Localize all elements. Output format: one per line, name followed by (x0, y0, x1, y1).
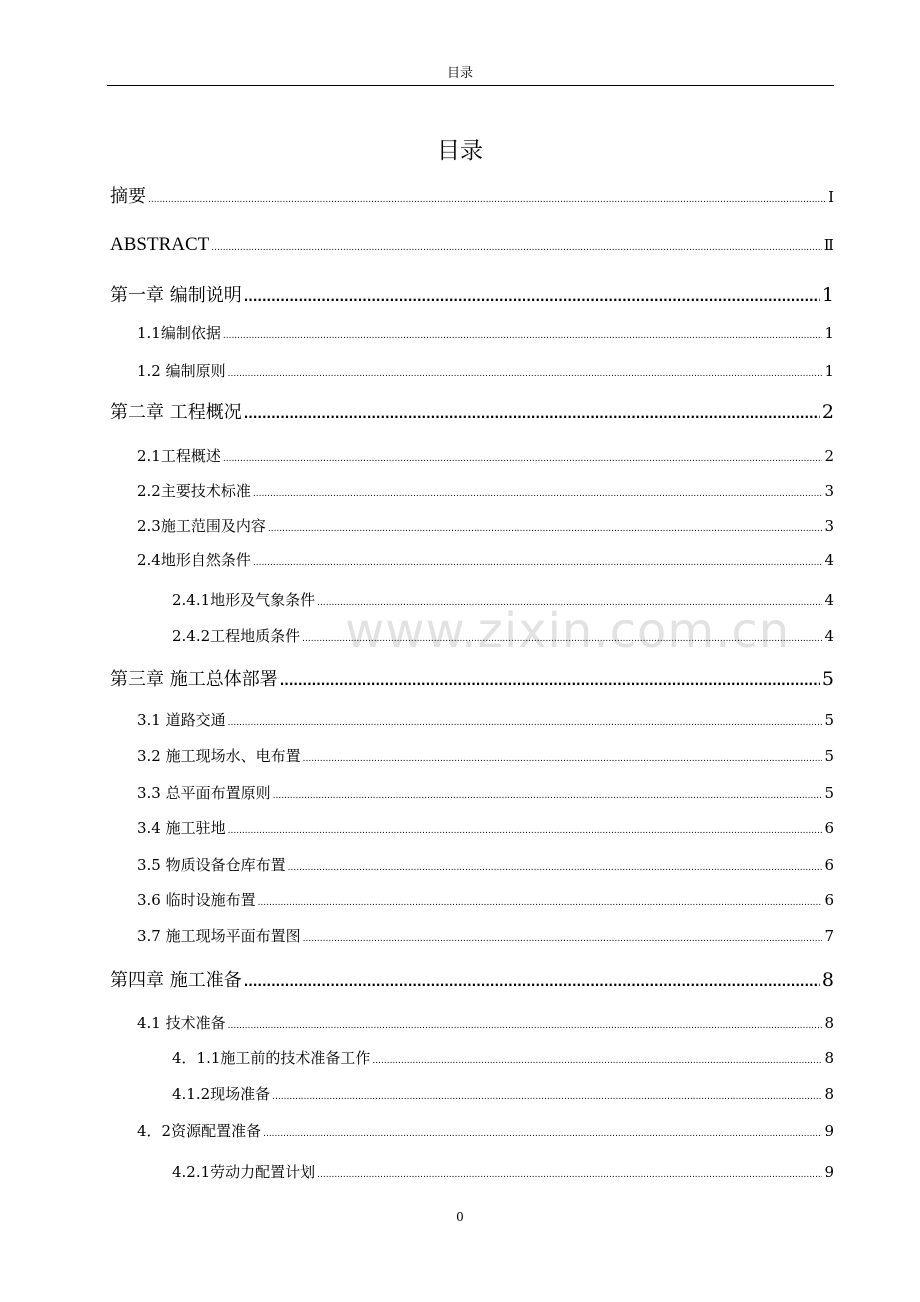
toc-entry-chapter-4[interactable] (110, 968, 834, 994)
toc-entry-label: 1.2 编制原则 (137, 362, 226, 380)
toc-leader (280, 669, 820, 693)
toc-entry-label: 4.1 技术准备 (137, 1014, 226, 1032)
toc-leader (148, 188, 826, 212)
toc-title: 目录 (437, 138, 483, 164)
toc-entry-subsection[interactable] (172, 1084, 834, 1107)
toc-leader (228, 364, 823, 384)
toc-leader (253, 484, 823, 504)
toc-entry-label: 2.4.1地形及气象条件 (172, 591, 316, 609)
toc-entry-section[interactable] (137, 926, 834, 949)
toc-leader (223, 326, 823, 346)
watermark: www.zixin.com.cn (345, 603, 791, 659)
toc-entry-page: 1 (821, 284, 834, 306)
toc-entry-page: 5 (824, 784, 834, 802)
header-rule (107, 85, 834, 86)
toc-entry-page: Ⅱ (823, 236, 834, 254)
toc-leader (272, 1087, 822, 1107)
toc-entry-label: 3.2 施工现场水、电布置 (137, 747, 301, 765)
toc-entry-label: 3.6 临时设施布置 (137, 891, 256, 909)
toc-entry-section[interactable] (137, 1013, 834, 1036)
toc-entry-page: 8 (821, 969, 834, 991)
toc-leader (273, 786, 823, 806)
toc-entry-label: 4．2资源配置准备 (137, 1122, 262, 1140)
toc-entry-page: 7 (824, 927, 834, 945)
toc-leader (244, 285, 820, 309)
toc-entry-page: 6 (824, 856, 834, 874)
toc-entry-label: 2.3施工范围及内容 (137, 517, 266, 535)
toc-entry-abstract-en[interactable] (110, 233, 834, 260)
toc-leader (223, 449, 823, 469)
toc-entry-abstract-cn[interactable] (110, 185, 834, 212)
toc-entry-section[interactable] (137, 361, 834, 384)
toc-entry-page: 4 (824, 627, 834, 645)
toc-leader (303, 749, 823, 769)
toc-leader (244, 402, 820, 426)
toc-entry-page: 4 (824, 551, 834, 569)
toc-entry-label: 4.2.1劳动力配置计划 (172, 1163, 316, 1181)
toc-entry-section[interactable] (137, 446, 834, 469)
page-number: 0 (456, 1210, 464, 1224)
toc-leader (317, 593, 822, 613)
toc-entry-label: 3.7 施工现场平面布置图 (137, 927, 301, 945)
toc-entry-label: 2.4地形自然条件 (137, 551, 251, 569)
toc-leader (211, 236, 822, 260)
toc-entry-section[interactable] (137, 710, 834, 733)
running-header: 目录 (446, 66, 473, 81)
toc-leader (228, 713, 823, 733)
toc-entry-page: 9 (824, 1163, 834, 1181)
toc-entry-label: 2.1工程概述 (137, 447, 221, 465)
toc-entry-label: 第一章 编制说明 (110, 285, 242, 306)
toc-entry-page: 8 (824, 1085, 834, 1103)
toc-entry-section[interactable] (137, 746, 834, 769)
toc-entry-label: 摘要 (110, 186, 146, 207)
toc-entry-section[interactable] (137, 323, 834, 346)
toc-entry-page: Ⅰ (828, 188, 834, 206)
toc-entry-label: 3.3 总平面布置原则 (137, 784, 271, 802)
toc-entry-subsection[interactable] (172, 626, 834, 649)
toc-leader (302, 629, 822, 649)
toc-entry-label: 4．1.1施工前的技术准备工作 (172, 1049, 371, 1067)
toc-entry-label: 3.5 物质设备仓库布置 (137, 856, 286, 874)
toc-entry-page: 3 (824, 482, 834, 500)
toc-entry-page: 9 (824, 1122, 834, 1140)
toc-entry-label: 2.2主要技术标准 (137, 482, 251, 500)
toc-leader (263, 1124, 822, 1144)
toc-leader (228, 1016, 823, 1036)
toc-entry-page: 2 (824, 447, 834, 465)
toc-entry-subsection[interactable] (172, 590, 834, 613)
toc-entry-label: 第四章 施工准备 (110, 970, 242, 991)
toc-entry-label: 第三章 施工总体部署 (110, 669, 278, 690)
toc-entry-page: 2 (821, 401, 834, 423)
toc-entry-page: 1 (824, 324, 834, 342)
toc-entry-page: 6 (824, 819, 834, 837)
toc-entry-page: 5 (824, 747, 834, 765)
toc-entry-page: 1 (824, 362, 834, 380)
toc-leader (253, 553, 823, 573)
toc-entry-section[interactable] (137, 855, 834, 878)
toc-entry-page: 8 (824, 1049, 834, 1067)
toc-entry-label: ABSTRACT (110, 234, 210, 255)
toc-entry-label: 2.4.2工程地质条件 (172, 627, 301, 645)
toc-entry-page: 3 (824, 517, 834, 535)
toc-entry-chapter-1[interactable] (110, 283, 834, 309)
toc-entry-chapter-3[interactable] (110, 667, 834, 693)
toc-leader (258, 893, 823, 913)
toc-leader (288, 858, 823, 878)
toc-entry-section[interactable] (137, 516, 834, 539)
toc-entry-label: 4.1.2现场准备 (172, 1085, 271, 1103)
toc-entry-section[interactable] (137, 481, 834, 504)
toc-entry-page: 8 (824, 1014, 834, 1032)
toc-leader (317, 1165, 822, 1185)
toc-entry-label: 第二章 工程概况 (110, 402, 242, 423)
toc-entry-section[interactable] (137, 890, 834, 913)
toc-leader (303, 929, 823, 949)
toc-leader (268, 519, 823, 539)
toc-entry-page: 4 (824, 591, 834, 609)
toc-entry-chapter-2[interactable] (110, 400, 834, 426)
toc-entry-page: 6 (824, 891, 834, 909)
toc-entry-section[interactable] (137, 1121, 834, 1144)
toc-entry-subsection[interactable] (172, 1162, 834, 1185)
toc-entry-page: 5 (821, 668, 834, 690)
toc-entry-page: 5 (824, 711, 834, 729)
toc-entry-subsection[interactable] (172, 1048, 834, 1071)
toc-entry-label: 3.1 道路交通 (137, 711, 226, 729)
toc-entry-section[interactable] (137, 550, 834, 573)
toc-leader (228, 821, 823, 841)
toc-entry-section[interactable] (137, 818, 834, 841)
toc-entry-label: 3.4 施工驻地 (137, 819, 226, 837)
toc-entry-section[interactable] (137, 783, 834, 806)
toc-leader (372, 1051, 822, 1071)
toc-leader (244, 970, 820, 994)
toc-entry-label: 1.1编制依据 (137, 324, 221, 342)
